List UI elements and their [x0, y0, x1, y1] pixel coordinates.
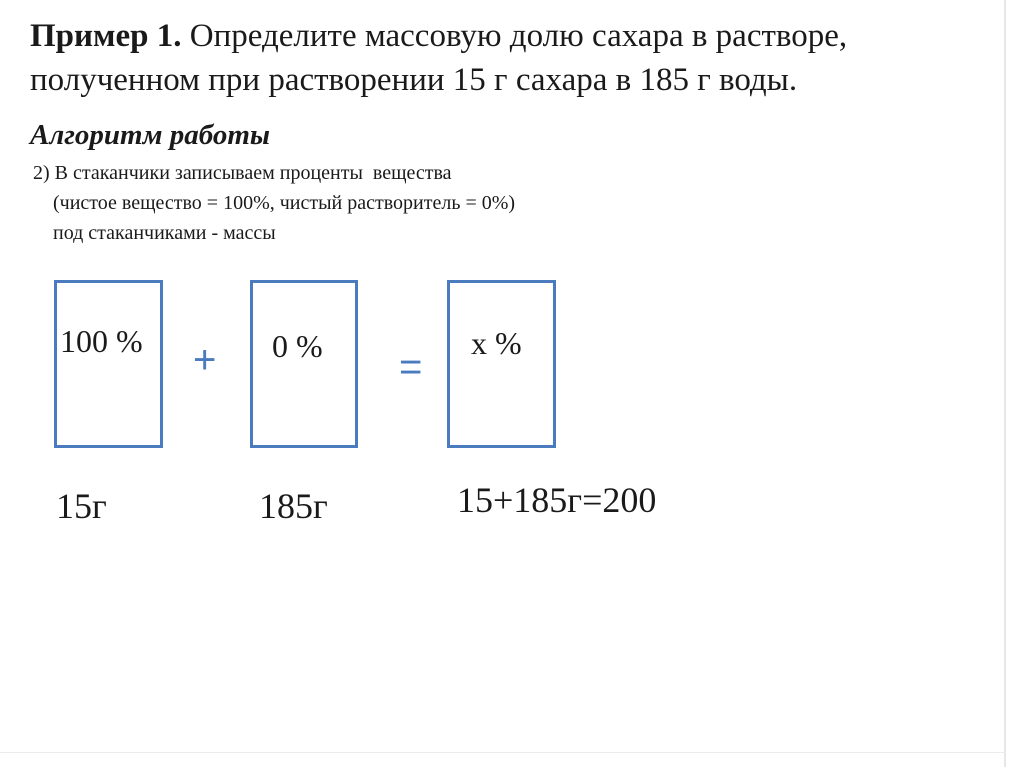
- example-label: Пример 1.: [30, 18, 182, 54]
- cup-solute: [54, 280, 163, 448]
- problem-statement: [30, 14, 990, 102]
- slide-right-edge: [1004, 0, 1006, 767]
- mass-solution: 15+185г=200: [457, 480, 657, 520]
- algorithm-heading: Алгоритм работы: [30, 119, 271, 151]
- problem-line-2: полученном при растворении 15 г сахара в 185 г воды.: [30, 62, 798, 98]
- step-line-1: 2) В стаканчики записываем проценты вещества: [33, 162, 452, 184]
- problem-line-1: Определите массовую долю сахара в растворе,: [181, 18, 848, 54]
- cup-solution-percent: x %: [471, 325, 522, 361]
- cup-solvent-percent: 0 %: [272, 328, 323, 364]
- cup-solute-percent: 100 %: [60, 323, 143, 359]
- slide-bottom-edge: [0, 752, 1006, 753]
- cup-solution: [447, 280, 556, 448]
- equals-sign: =: [399, 345, 423, 389]
- mass-solute: 15г: [56, 486, 107, 526]
- mass-solvent: 185г: [259, 486, 328, 526]
- step-line-2: (чистое вещество = 100%, чистый растворитель = 0%): [53, 192, 516, 214]
- plus-sign: +: [193, 338, 217, 382]
- algorithm-step: [33, 158, 515, 248]
- cup-solvent: [250, 280, 358, 448]
- step-line-3: под стаканчиками - массы: [53, 222, 276, 244]
